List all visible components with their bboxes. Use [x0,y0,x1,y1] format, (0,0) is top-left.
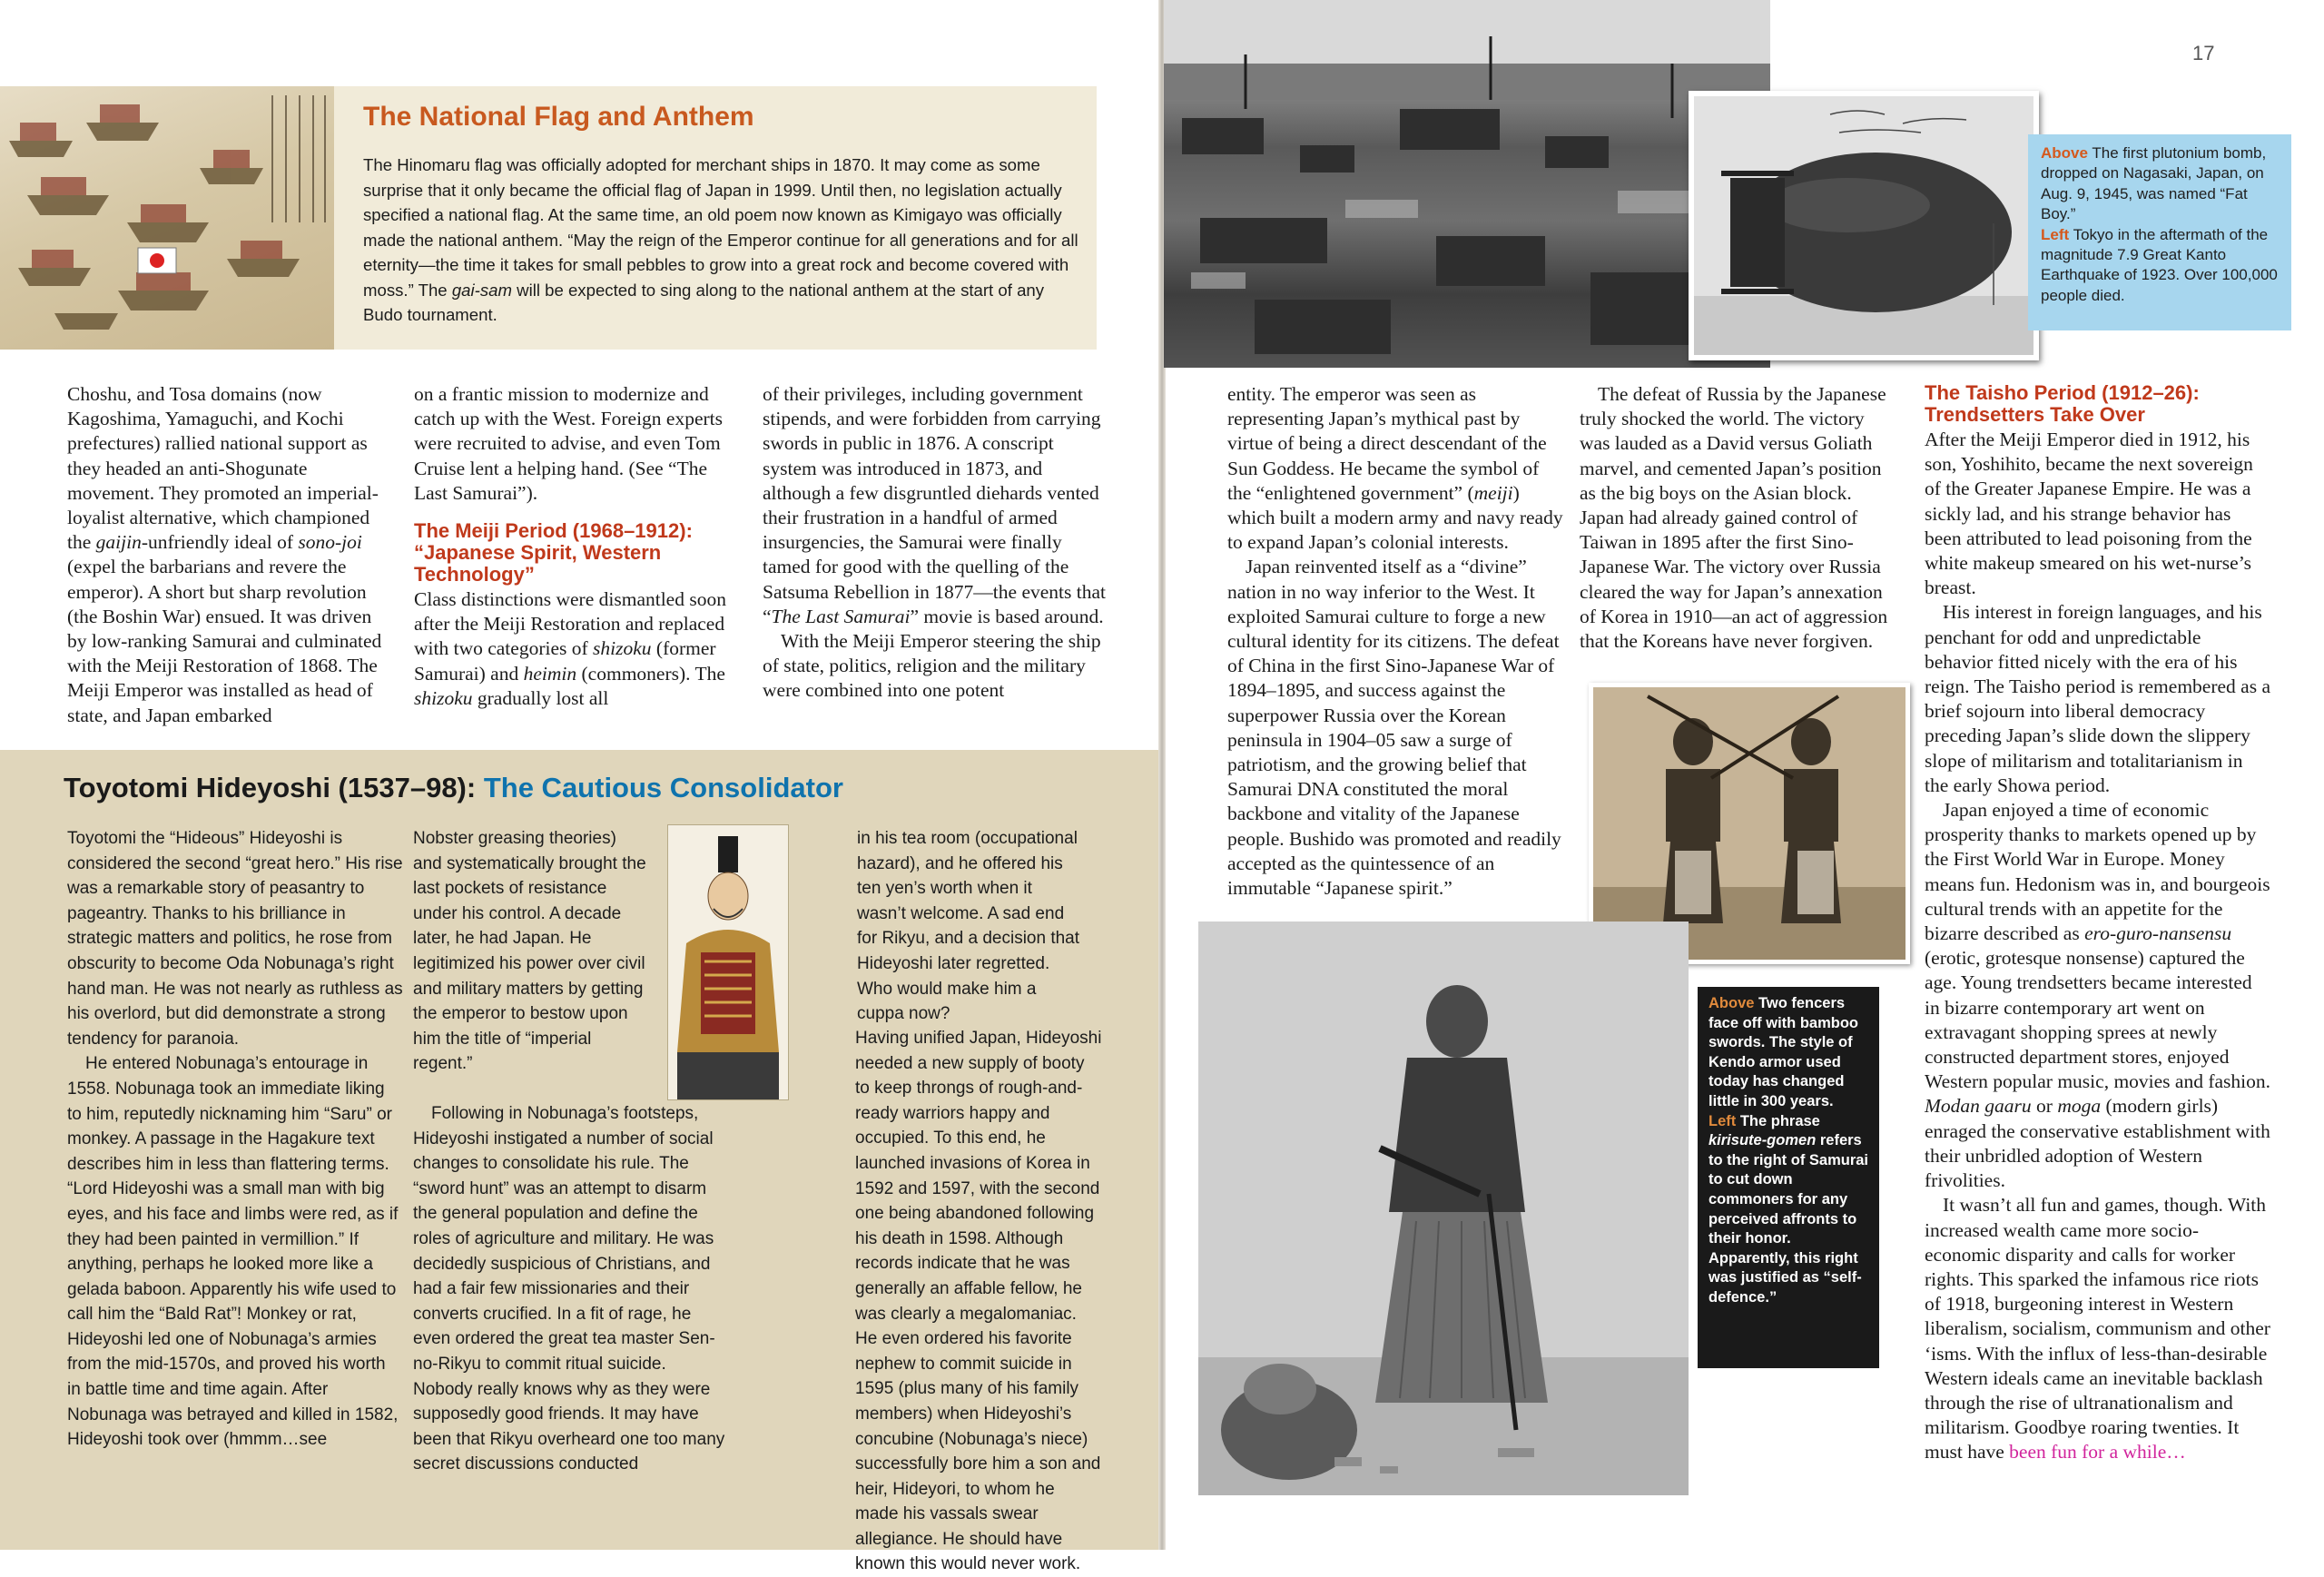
fat-boy-bomb-image [1694,96,2034,355]
rcol1-paragraph-2: Japan reinvented itself as a “divine” nation in no way inferior to the West. It exploited Samurai culture to forge a new cultural identity for its citizens. The defeat of China in the first Sino-Japanese War of 1894–1895, and success against the superpower Russia over the Korean peninsula in 1904–05 saw a surge of patriotism, and the growing belief that Samurai DNA constituted the moral backbone and vitality of the Japanese people. Bushido was promoted and readily accepted as the quintessence of an immutable “Japanese spirit.” [1227,556,1561,900]
hideyoshi-title [64,772,843,804]
hideyoshi-col3-p2: Having unified Japan, Hideyoshi needed a new supply of booty to keep throngs of rough-and-ready warriors happy and occupied. To this end, he launched invasions of Korea in 1592 and 1597, with the second one being abandoned following his death in 1598. Although records indicate that he was generally an affable fellow, he was clearly a megalomaniac. He even ordered his favorite nephew to commit suicide in 1595 (plus many of his family members) when Hideyoshi’s concubine (Nobunaga’s niece) successfully bore him a son and heir, Hideyori, to whom he made his vassals swear allegiance. He should have known this would never work. [855,1029,1102,1574]
ships-scroll-image [0,86,334,350]
rcol3-p3-text-d: (modern girls) enraged the conservative establishment with their unbridled adoption of Western frivolities. [1925,1095,2270,1192]
rcol3-p3-italic-modan: Modan gaaru [1925,1095,2032,1118]
black-caption-above-label: Above [1709,995,1755,1011]
rcol3-p3-text-c: or [2031,1095,2058,1118]
col2-text-b: (former Samurai) and [414,637,716,685]
left-column-2 [414,382,743,711]
rcol1-text-a: entity. The emperor was seen as representing Japan’s mythical past by virtue of being a direct descendant of the Sun Goddess. He became the symbol of the “enlightened government” ( [1227,383,1547,504]
col2-italic-shizoku: shizoku [593,637,652,660]
rcol3-p3-italic-moga: moga [2057,1095,2102,1118]
flag-anthem-body [363,153,1080,328]
hideyoshi-col2-p2: Following in Nobunaga’s footsteps, Hideyoshi instigated a number of social changes to consolidate his rule. The “sword hunt” was an attempt to disarm the general population and define the roles of agriculture and military. He was decidedly suspicious of Christians, and had a fair few missionaries and their converts crucified. In a fit of rage, he even ordered the great tea master Sen-no-Rikyu to commit ritual suicide. Nobody really knows why as they were supposedly good friends. It may have been that Rikyu overheard one too many secret discussions conducted [413,1104,725,1474]
blue-caption-above-label: Above [2041,144,2088,162]
taisho-heading-line-2: Trendsetters Take Over [1925,403,2145,426]
black-caption-text [1709,994,1872,1308]
hideyoshi-col1-p2: He entered Nobunaga’s entourage in 1558. Nobunaga took an immediate liking to him, reputedly nicknaming him “Saru” or monkey. A passage in the Hagakure text describes him in less than flattering terms. “Lord Hideyoshi was a small man with big eyes, and his face and limbs were red, as if they had been painted in vermillion.” If anything, perhaps he looked more like a gelada baboon. Apparently his wife used to call him the “Bald Rat”! Monkey or rat, Hideyoshi led one of Nobunaga’s armies from the mid-1570s, and proved his worth in battle time and time again. After Nobunaga was betrayed and killed in 1582, Hideyoshi took over (hmmm…see [67,1054,399,1450]
blue-caption-text [2041,143,2282,306]
page-number: 17 [2192,42,2215,64]
col2-top-paragraph: on a frantic mission to modernize and catch up with the West. Foreign experts were recruited to advise, and even Tom Cruise lent a helping hand. (See “The Last Samurai”). [414,383,724,504]
rcol3-p3-text-a: Japan enjoyed a time of economic prosperity thanks to markets opened up by the First World War in Europe. Money means fun. Hedonism was in, and bourgeois cultural trends with an appetite for the bizarre described as [1925,799,2270,945]
rcol3-paragraph-1: After the Meiji Emperor died in 1912, his son, Yoshihito, became the next sovereign of the Greater Japanese Empire. He was a sickly lad, and his strange behavior has been attributed to lead poisoning from the white makeup smeared on his wet-nurse’s breast. [1925,429,2253,599]
hideyoshi-title-name: Toyotomi Hideyoshi (1537–98): [64,772,484,803]
blue-caption-left-text: Tokyo in the aftermath of the magnitude 7.9 Great Kanto Earthquake of 1923. Over 100,000 people died. [2041,225,2278,304]
col3-text-a: of their privileges, including government stipends, and were forbidden from carrying swords in public in 1876. A conscript system was introduced in 1873, and although a few disgruntled diehards vented their frustration in a handful of armed insurgencies, the Samurai were finally tamed for good with the quelling of the Satsuma Rebellion in 1877—the events that “ [763,383,1106,627]
right-column-2 [1580,382,1899,654]
col2-italic-shizoku-2: shizoku [414,686,473,709]
ships-scroll-illustration [0,86,334,350]
left-column-3 [763,382,1108,704]
hideyoshi-column-3-bottom [764,1026,1102,1577]
samurai-commoner-image [1198,922,1689,1495]
continued-link[interactable]: been fun for a while… [2009,1441,2186,1464]
right-column-1 [1227,382,1563,901]
flag-anthem-title: The National Flag and Anthem [363,102,754,132]
rcol3-paragraph-2: His interest in foreign languages, and his penchant for odd and unpredictable behavior fitted nicely with the era of his reign. The Taisho period is remembered as a brief sojourn into liberal democracy preceding Japan’s slide down the slippery slope of militarism and totalitarianism in the early Showa period. [1925,601,2270,796]
samurai-commoner-photo [1198,922,1689,1495]
hideyoshi-column-1 [67,826,403,1453]
rcol3-p3-italic-eroguro: ero-guro-nansensu [2084,922,2232,945]
rcol3-paragraph-4: It wasn’t all fun and games, though. With increased wealth came more socio-economic disparity and calls for worker rights. This sparked the infamous rice riots of 1918, burgeoning interest in Western liberalism, socialism, communism and other ‘isms. With the influx of less-than-desirable Western ideals came an inevitable backlash through the rise of ultranationalism and militarism. Goodbye roaring twenties. It must have [1925,1194,2270,1464]
tokyo-earthquake-photo [1164,0,1770,368]
hideyoshi-column-2-top [413,826,649,1077]
col3-paragraph-2: With the Meiji Emperor steering the ship of state, politics, religion and the military were combined into one potent [763,630,1101,702]
rcol1-italic-meiji: meiji [1473,481,1513,504]
flag-body-italic: gai-sam [451,280,512,300]
taisho-heading-line-1: The Taisho Period (1912–26): [1925,381,2200,404]
rcol3-p3-text-b: (erotic, grotesque nonsense) captured the age. Young trendsetters became interested in bizarre contemporary art went on extravagant shopping sprees at newly constructed department stores, enjoyed Western popular music, movies and fashion. [1925,947,2271,1093]
col1-text-b: -unfriendly ideal of [141,531,299,554]
black-caption-left-label: Left [1709,1112,1737,1129]
fencers-samurai-caption [1698,987,1879,1368]
flag-body-text-1: The Hinomaru flag was officially adopted for merchant ships in 1870. It may come as some surprise that it only became the official flag of Japan in 1999. Until then, no legislation actually specified a national flag. At the same time, an old poem now known as Kimigayo was officially made the national anthem. “May the reign of the Emperor continue for all generations and for all eternity—the time it takes for small pebbles to grow into a great rock and become covered with moss.” The [363,155,1078,300]
col2-text-c: (commoners). The [576,662,725,685]
right-column-3 [1925,382,2271,1465]
col2-text-a: Class distinctions were dismantled soon after the Meiji Restoration and replaced with two categories of [414,588,726,660]
bomb-tokyo-caption [2028,134,2291,330]
left-column-1 [67,382,396,728]
black-caption-above-text: Two fencers face off with bamboo swords. The style of Kendo armor used today has changed little in 300 years. [1709,995,1858,1109]
col3-text-b: ” movie is based around. [910,605,1104,627]
blue-caption-above-text: The first plutonium bomb, dropped on Nagasaki, Japan, on Aug. 9, 1945, was named “Fat Boy.” [2041,144,2267,223]
col1-text-c: (expel the barbarians and revere the emperor). A short but sharp revolution (the Boshin War) ensued. It was driven by low-ranking Samurai and culminated with the Meiji Restoration of 1868. The Meiji Emperor was installed as head of state, and Japan embarked [67,556,382,726]
black-caption-left-text-2: refers to the right of Samurai to cut down commoners for any perceived affronts to their honor. Apparently, this right was justified as “self-defence.” [1709,1132,1869,1306]
hideyoshi-col1-p1: Toyotomi the “Hideous” Hideyoshi is considered the second “great hero.” His rise was a remarkable story of peasantry to pageantry. Thanks to his brilliance in strategic matters and politics, he rose from obscurity to become Oda Nobunaga’s right hand man. He was not nearly as ruthless as his overlord, but did demonstrate a strong tendency for paranoia. [67,829,403,1049]
tokyo-ruins-image [1164,0,1770,368]
col2-text-d: gradually lost all [472,686,609,709]
col1-text-a: Choshu, and Tosa domains (now Kagoshima, Yamaguchi, and Kochi prefectures) rallied national support as they headed an anti-Shogunate movement. They promoted an imperial-loyalist alternative, which championed the [67,383,379,554]
col3-italic-movie: The Last Samurai [771,605,911,627]
col1-italic-gaijin: gaijin [95,531,142,554]
hideyoshi-col3-p1: in his tea room (occupational hazard), and he offered his ten yen’s worth when it wasn’t welcome. A sad end for Rikyu, and a decision that Hideyoshi later regretted. Who would make him a cuppa now? [857,829,1080,1024]
rcol2-paragraph: The defeat of Russia by the Japanese truly shocked the world. The victory was lauded as a David versus Goliath marvel, and cemented Japan’s position as the big boys on the Asian block. Japan had already gained control of Taiwan in 1895 after the first Sino-Japanese War. The victory over Russia cleared the way for Japan’s annexation of Korea in 1910—an act of aggression that the Koreans have never forgiven. [1580,383,1888,653]
col2-italic-heimin: heimin [523,662,577,685]
meiji-period-heading: The Meiji Period (1968–1912): “Japanese Spirit, Western Technology” [414,519,693,586]
black-caption-left-italic: kirisute-gomen [1709,1132,1817,1149]
hideyoshi-column-2-bottom [413,1101,726,1477]
blue-caption-left-label: Left [2041,225,2070,243]
black-caption-left-text-1: The phrase [1736,1112,1820,1129]
rcol1-text-b: ) which built a modern army and navy ready to expand Japan’s colonial interests. [1227,481,1563,554]
flag-body-text-2: will be expected to sing along to the national anthem at the start of any Budo tournament. [363,280,1045,324]
fat-boy-bomb-photo [1689,91,2039,360]
kendo-fencers-image [1593,687,1905,960]
hideyoshi-column-3-top [857,826,1084,1027]
hideyoshi-title-sub: The Cautious Consolidator [483,772,843,803]
hideyoshi-col2-p1: Nobster greasing theories) and systematically brought the last pockets of resistance under his control. A decade later, he had Japan. He legitimized his power over civil and military matters by getting the emperor to bestow upon him the title of “imperial regent.” [413,829,646,1074]
col1-italic-sonojoi: sono-joi [298,531,362,554]
